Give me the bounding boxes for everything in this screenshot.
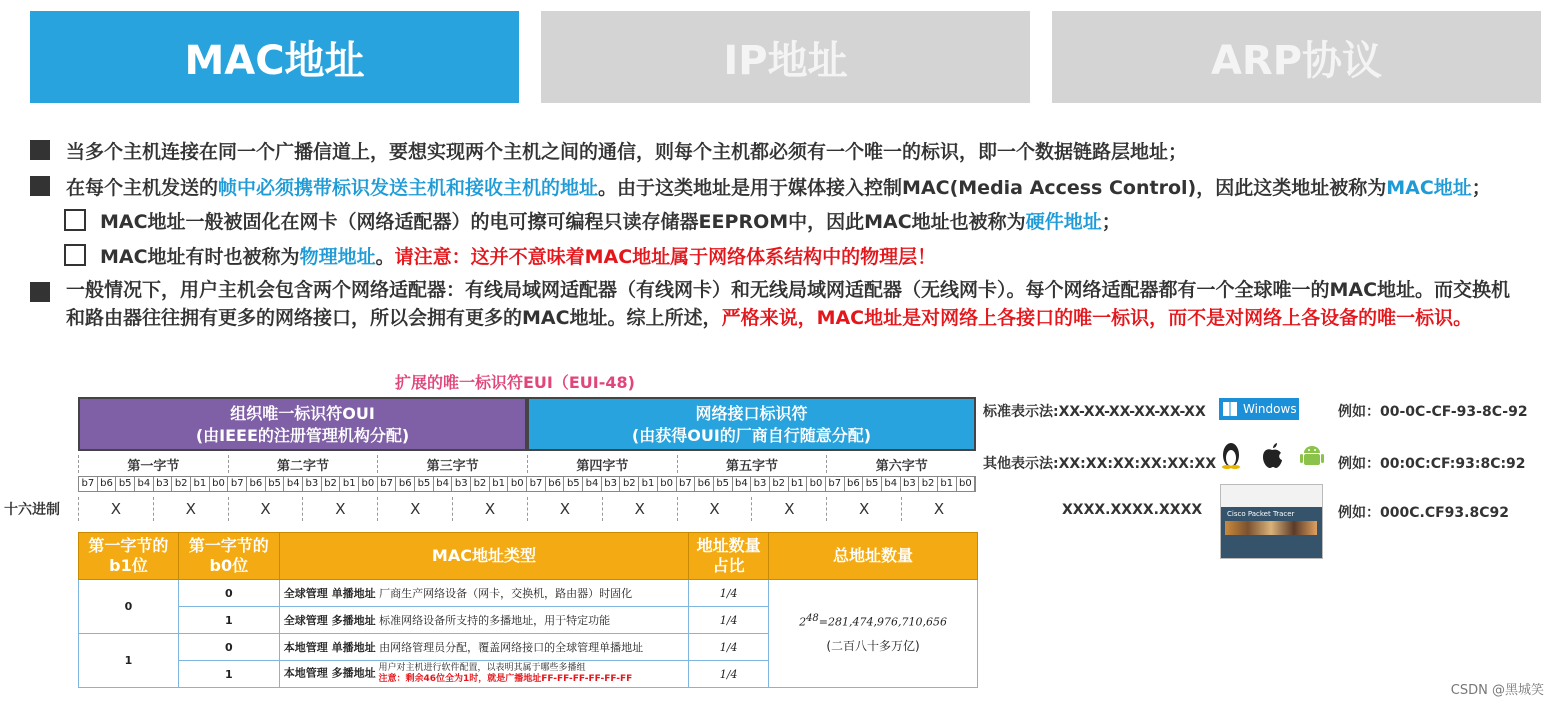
bit-label: b6	[845, 477, 864, 491]
bit-label: b3	[452, 477, 471, 491]
hex-digit: X	[527, 497, 602, 521]
bit-label: b6	[396, 477, 415, 491]
bullet-text-1: 当多个主机连接在同一个广播信道上，要想实现两个主机之间的通信，则每个主机都必须有一个唯一的标识，即一个数据链路层地址；	[66, 141, 1188, 163]
footer-watermark: CSDN @黑城笑	[1450, 683, 1544, 698]
byte-label: 第三字节	[377, 455, 527, 473]
tab-mac-address[interactable]: MAC地址	[30, 11, 519, 103]
hex-digit: X	[677, 497, 752, 521]
total-cell: $2^{48}=281,474,976,710,656$ (二百八十多万亿)	[769, 580, 978, 688]
b1-cell: 0	[79, 580, 179, 634]
bit-label: b5	[415, 477, 434, 491]
bit-label: b0	[508, 477, 527, 491]
bit-label: b7	[378, 477, 397, 491]
byte-label: 第五字节	[677, 455, 827, 473]
ratio-cell: 1/4	[689, 580, 769, 607]
b0-cell: 0	[178, 580, 279, 607]
hex-digit: X	[78, 497, 153, 521]
bit-label: b6	[98, 477, 117, 491]
type-cell: 本地管理 多播地址 用户对主机进行软件配置，以表明其属于哪些多播组 注意：剩余46位全为1时，就是广播地址FF-FF-FF-FF-FF-FF	[279, 661, 688, 688]
bit-label: b1	[639, 477, 658, 491]
type-cell: 全球管理 多播地址 标准网络设备所支持的多播地址，用于特定功能	[279, 607, 688, 634]
bit-label: b3	[602, 477, 621, 491]
byte-label: 第二字节	[228, 455, 378, 473]
other-example: 例如：00:0C:CF:93:8C:92	[1338, 456, 1526, 472]
type-cell: 本地管理 单播地址 由网络管理员分配，覆盖网络接口的全球管理单播地址	[279, 634, 688, 661]
apple-icon	[1260, 443, 1284, 469]
bit-label: b2	[172, 477, 191, 491]
hex-digit: X	[228, 497, 303, 521]
b0-cell: 1	[178, 661, 279, 688]
ratio-cell: 1/4	[689, 661, 769, 688]
bit-label: b0	[210, 477, 229, 491]
eui-title: 扩展的唯一标识符EUI（EUI-48)	[395, 373, 635, 392]
bullet-square-icon	[30, 176, 50, 196]
bit-label: b3	[901, 477, 920, 491]
bit-label: b1	[340, 477, 359, 491]
bit-label: b4	[583, 477, 602, 491]
bit-label: b2	[620, 477, 639, 491]
hex-digit: X	[751, 497, 826, 521]
cisco-notation: XXXX.XXXX.XXXX	[1062, 502, 1203, 518]
windows-logo: Windows	[1219, 398, 1299, 420]
hex-label: 十六进制	[4, 502, 60, 518]
byte-label: 第六字节	[826, 455, 976, 473]
bit-label: b7	[228, 477, 247, 491]
bit-label: b4	[135, 477, 154, 491]
hex-row	[78, 497, 976, 521]
windows-icon	[1223, 402, 1237, 416]
oui-block: 组织唯一标识符OUI (由IEEE的注册管理机构分配)	[78, 397, 527, 451]
bit-label: b2	[770, 477, 789, 491]
sub-bullet-text-2: MAC地址有时也被称为物理地址。请注意：这并不意味着MAC地址属于网络体系结构中的物理层！	[100, 246, 937, 268]
bit-label: b4	[284, 477, 303, 491]
header-total: 总地址数量	[769, 533, 978, 580]
bullet-square-icon	[30, 140, 50, 160]
bit-label: b1	[789, 477, 808, 491]
bit-label: b4	[882, 477, 901, 491]
bit-label: b2	[919, 477, 938, 491]
header-b0: 第一字节的b0位	[178, 533, 279, 580]
bit-label: b5	[266, 477, 285, 491]
checkbox-icon	[64, 209, 86, 231]
sub-bullet-text-1: MAC地址一般被固化在网卡（网络适配器）的电可擦可编程只读存储器EEPROM中，因此MAC地址也被称为硬件地址；	[100, 211, 1121, 233]
bit-label: b4	[733, 477, 752, 491]
bit-label: b7	[826, 477, 845, 491]
bit-label: b1	[490, 477, 509, 491]
hex-digit: X	[377, 497, 452, 521]
android-icon	[1300, 443, 1324, 469]
mac-type-table	[78, 532, 978, 688]
bit-label: b0	[359, 477, 378, 491]
ratio-cell: 1/4	[689, 607, 769, 634]
tab-arp-protocol[interactable]: ARP协议	[1052, 11, 1541, 103]
bit-label: b0	[658, 477, 677, 491]
standard-notation: 标准表示法:XX-XX-XX-XX-XX-XX	[983, 404, 1206, 420]
tab-ip-address[interactable]: IP地址	[541, 11, 1030, 103]
bit-label: b5	[116, 477, 135, 491]
bit-label: b6	[247, 477, 266, 491]
bullet-square-icon	[30, 282, 50, 302]
ratio-cell: 1/4	[689, 634, 769, 661]
bit-label: b7	[79, 477, 98, 491]
hex-digit: X	[602, 497, 677, 521]
bit-label: b0	[807, 477, 826, 491]
table-row	[79, 580, 978, 607]
checkbox-icon	[64, 244, 86, 266]
bit-label: b7	[527, 477, 546, 491]
bit-label: b6	[546, 477, 565, 491]
bit-label: b3	[751, 477, 770, 491]
bit-label: b7	[677, 477, 696, 491]
hex-digit: X	[153, 497, 228, 521]
bit-label: b4	[434, 477, 453, 491]
nic-block: 网络接口标识符 (由获得OUI的厂商自行随意分配)	[527, 397, 976, 451]
bit-label: b3	[303, 477, 322, 491]
bit-label: b5	[564, 477, 583, 491]
byte-labels	[78, 455, 976, 473]
cisco-packet-tracer-thumbnail: Cisco Packet Tracer	[1220, 484, 1323, 559]
bit-label: b1	[191, 477, 210, 491]
cisco-example: 例如：000C.CF93.8C92	[1338, 505, 1509, 521]
other-notation: 其他表示法:XX:XX:XX:XX:XX:XX	[983, 456, 1217, 472]
hex-digit: X	[826, 497, 901, 521]
header-ratio: 地址数量占比	[689, 533, 769, 580]
b1-cell: 1	[79, 634, 179, 688]
type-cell: 全球管理 单播地址 厂商生产网络设备（网卡，交换机，路由器）时固化	[279, 580, 688, 607]
bit-label: b2	[322, 477, 341, 491]
bit-label: b0	[957, 477, 976, 491]
linux-icon	[1220, 441, 1242, 469]
byte-label: 第一字节	[78, 455, 228, 473]
bullet-text-2: 在每个主机发送的帧中必须携带标识发送主机和接收主机的地址。由于这类地址是用于媒体接入控制MAC(Media Access Control)，因此这类地址被称为MAC地址；	[66, 177, 1491, 199]
b0-cell: 0	[178, 634, 279, 661]
bit-label: b1	[938, 477, 957, 491]
hex-digit: X	[901, 497, 976, 521]
standard-example: 例如：00-0C-CF-93-8C-92	[1338, 404, 1528, 420]
bit-label: b5	[863, 477, 882, 491]
byte-label: 第四字节	[527, 455, 677, 473]
bit-labels	[78, 476, 976, 492]
bit-label: b6	[695, 477, 714, 491]
hex-digit: X	[452, 497, 527, 521]
header-type: MAC地址类型	[279, 533, 688, 580]
bullet-text-3: 一般情况下，用户主机会包含两个网络适配器：有线局域网适配器（有线网卡）和无线局域网适配器（无线网卡）。每个网络适配器都有一个全球唯一的MAC地址。而交换机和路由器往往拥有更多的网络接口，所以会拥有更多的MAC地址。综上所述，严格来说，MAC地址是对网络上各接口的唯一标识，而不是对网络上各设备的唯一标识。	[66, 279, 1511, 329]
bit-label: b2	[471, 477, 490, 491]
header-b1: 第一字节的b1位	[79, 533, 179, 580]
bit-label: b5	[714, 477, 733, 491]
hex-digit: X	[302, 497, 377, 521]
bit-label: b3	[154, 477, 173, 491]
b0-cell: 1	[178, 607, 279, 634]
